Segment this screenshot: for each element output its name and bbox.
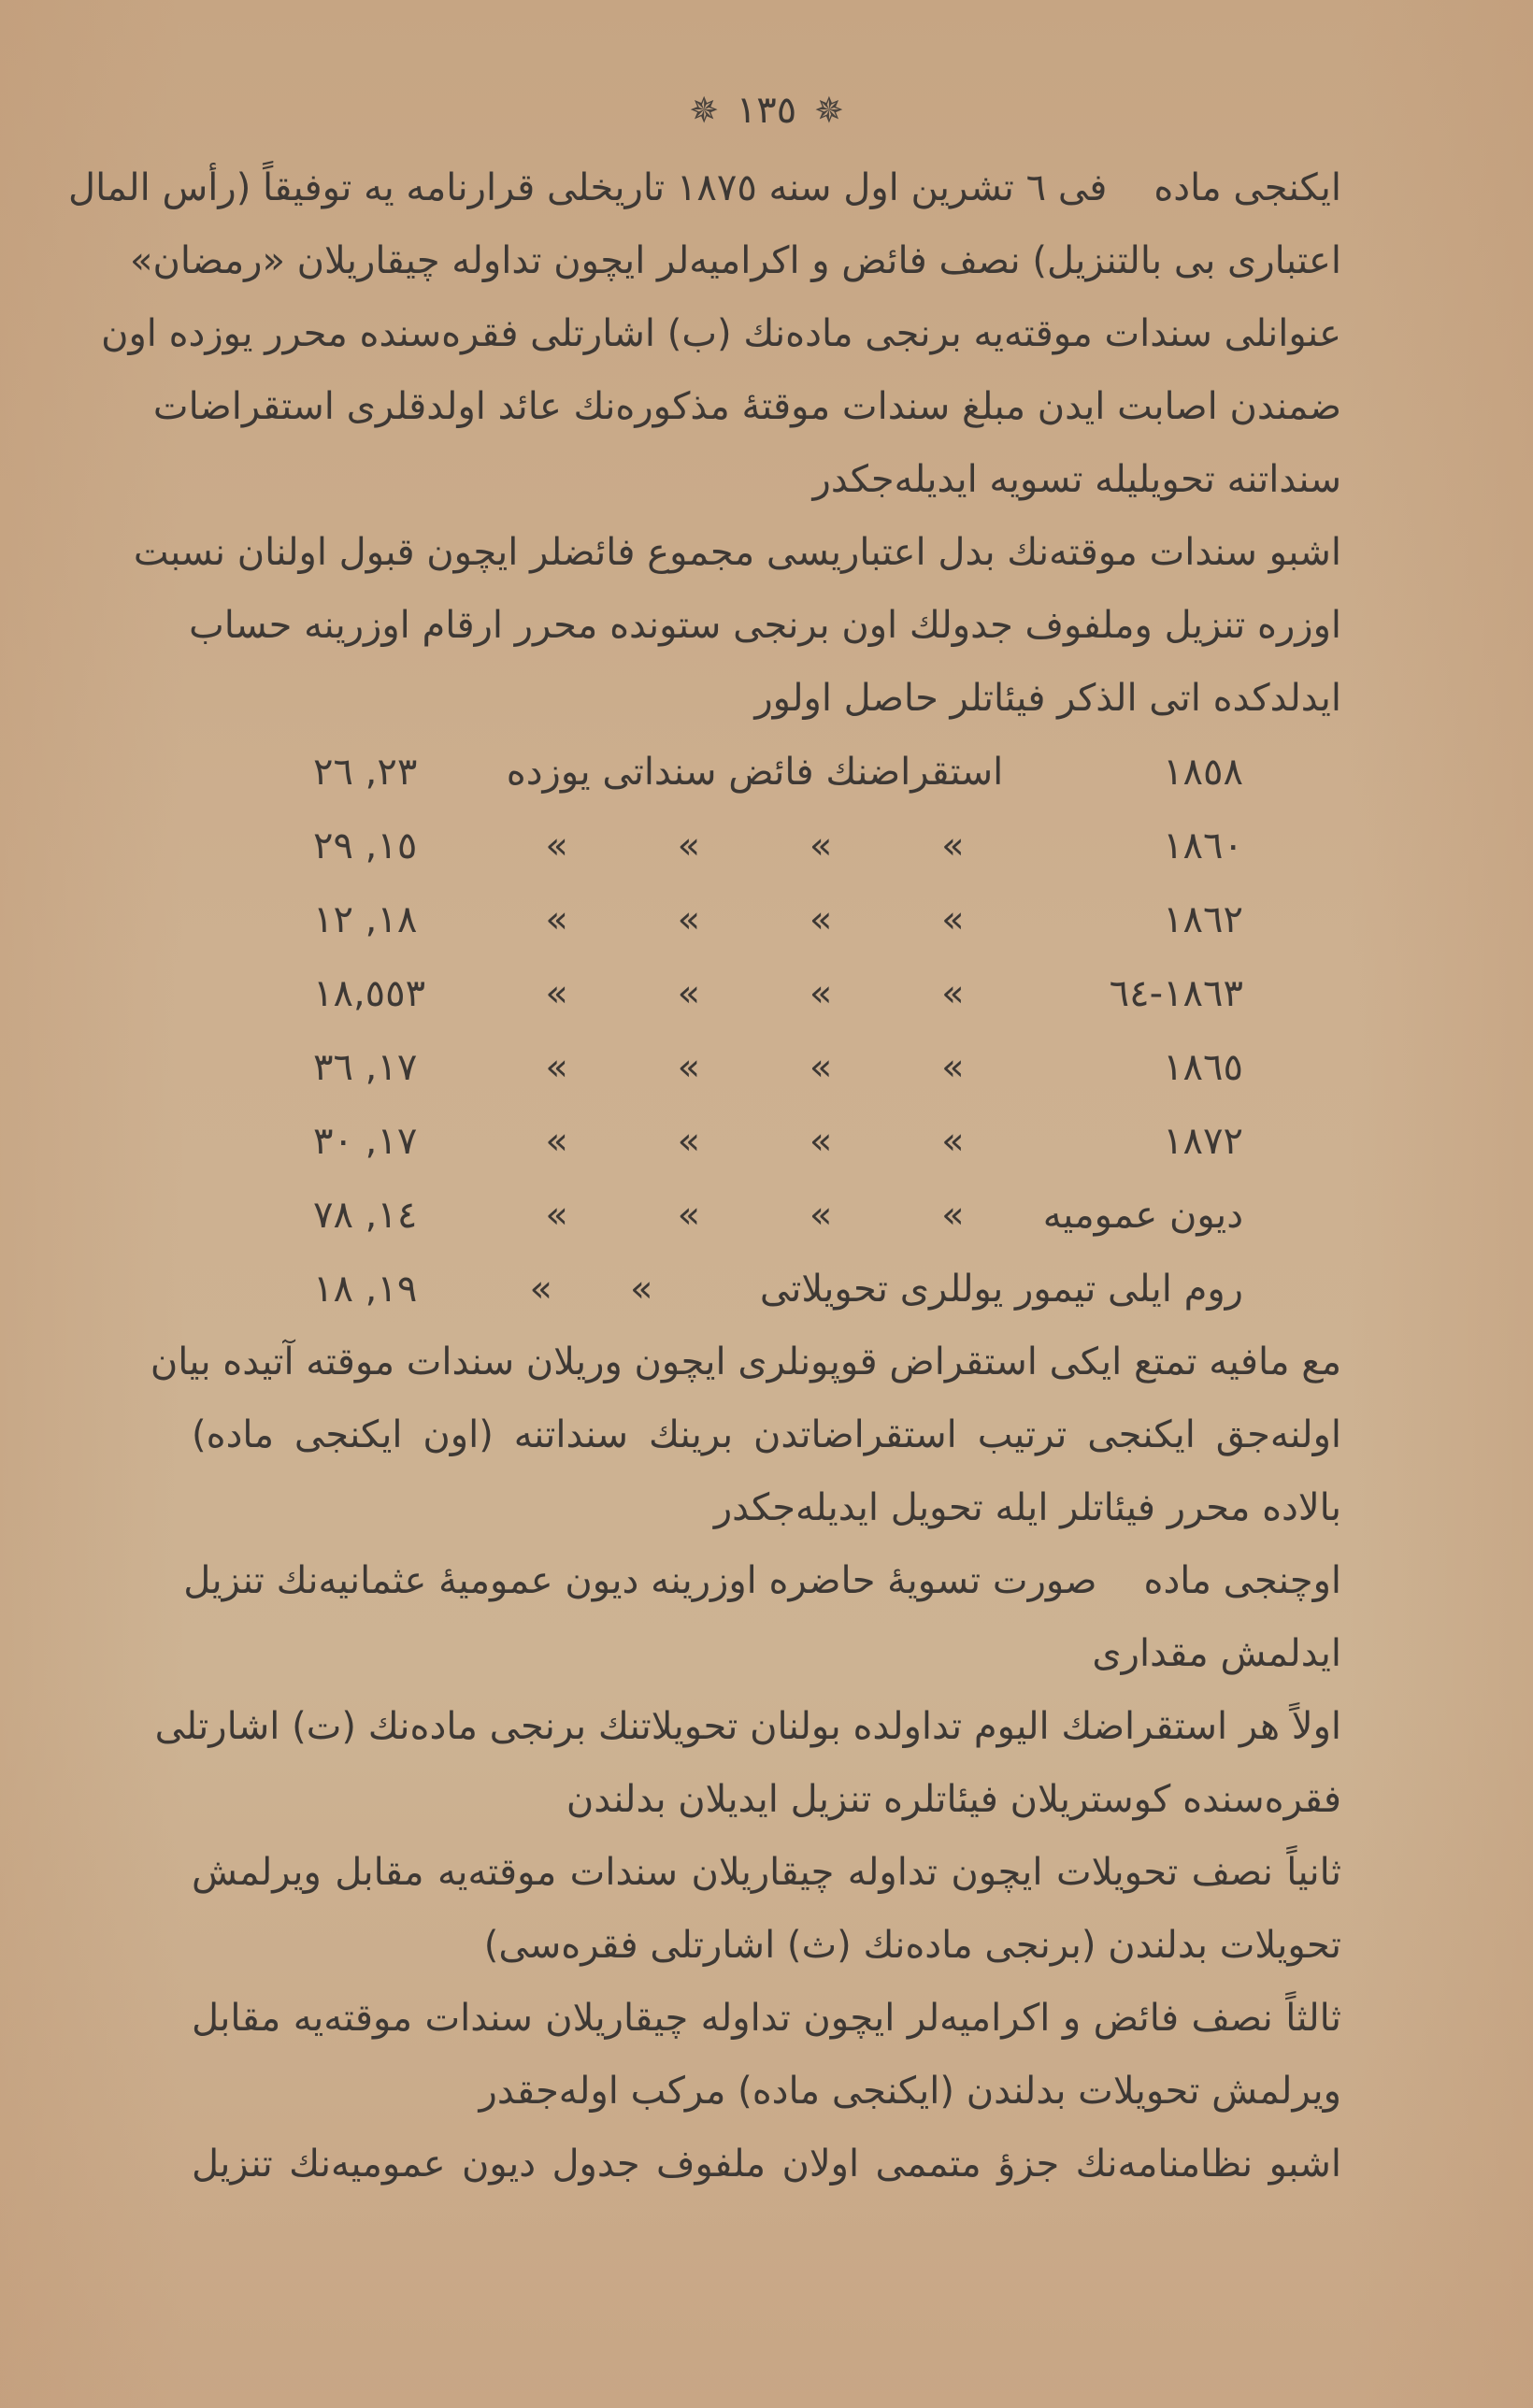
text-line: ثالثاً نصف فائض و اکرامیه‌لر ایچون تداوله چیقاریلان سندات موقته‌یه مقابل xyxy=(192,1997,1341,2040)
table-row xyxy=(313,735,1243,809)
table-cell-ditto: » » » » xyxy=(545,1045,965,1089)
text-line: اشبو سندات موقته‌نك بدل اعتباریسی مجموع فائضلر ایچون قبول اولنان نسبت xyxy=(133,531,1341,574)
table-row xyxy=(313,1030,1243,1104)
clause-second xyxy=(192,1836,1341,1982)
text-line: اوچنجی مادهصورت تسویهٔ حاضره اوزرینه دیون عمومیهٔ عثمانیه‌نك تنزیل xyxy=(183,1559,1341,1602)
table-cell-year: روم ایلی تیمور یوللری تحویلاتی xyxy=(759,1267,1243,1311)
table-cell-year: ١٨٦٥ xyxy=(1163,1045,1243,1089)
text-line: بالاده محرر فیئاتلر ایله تحویل ایدیله‌جکدر xyxy=(713,1486,1341,1529)
table-cell-year: ١٨٥٨ xyxy=(1163,750,1243,794)
table-row xyxy=(313,809,1243,882)
ornament-icon: ✵ xyxy=(689,90,720,131)
table-cell-value: ١٤, ٧٨ xyxy=(313,1193,418,1237)
book-page xyxy=(68,73,1341,2200)
article-3 xyxy=(183,1544,1341,1690)
ornament-icon: ✵ xyxy=(813,90,844,131)
text-line: ویرلمش تحویلات بدلندن (ایکنجی ماده) مرکب اوله‌جقدر xyxy=(479,2070,1341,2113)
text-line: مع مافیه تمتع ایکی استقراض قوپونلری ایچون وریلان سندات موقته آتیده بیان xyxy=(150,1340,1341,1383)
table-cell-year: ١٨٦٣-٦٤ xyxy=(1109,971,1243,1015)
table-cell-year: دیون عمومیه xyxy=(1042,1193,1243,1237)
paragraph-coupons xyxy=(150,1326,1341,1544)
table-cell-value: ١٨,٥٥٣ xyxy=(313,971,426,1015)
article-heading: ایکنجی ماده xyxy=(1153,166,1341,209)
text-line: اشبو نظامنامه‌نك جزؤ متممی اولان ملفوف جدول دیون عمومیه‌نك تنزیل xyxy=(192,2143,1341,2186)
table-row xyxy=(313,956,1243,1030)
table-cell-ditto: » » xyxy=(529,1267,653,1311)
text-line: ایدلمش مقداری xyxy=(1092,1632,1341,1675)
text-line: ایدلدکده اتی الذکر فیئاتلر حاصل اولور xyxy=(754,677,1341,720)
table-cell-year: ١٨٧٢ xyxy=(1163,1119,1243,1163)
table-cell-year: ١٨٦٠ xyxy=(1163,824,1243,867)
text-line: ایکنجی مادهفی ٦ تشرین اول سنه ١٨٧٥ تاریخلی قرارنامه یه توفیقاً (رأس المال xyxy=(68,166,1341,209)
text-line: تحویلات بدلندن (برنجی ماده‌نك (ث) اشارتلی فقره‌سی) xyxy=(483,1924,1341,1967)
text-line: اوزره تنزیل وملفوف جدولك اون برنجی ستونده محرر ارقام اوزرینه حساب xyxy=(189,604,1341,647)
text-line: فقره‌سنده کوستریلان فیئاتلره تنزیل ایدیلان بدلندن xyxy=(566,1778,1341,1821)
rates-table xyxy=(192,735,1341,1326)
text-line: اعتباری بی بالتنزیل) نصف فائض و اکرامیه‌لر ایچون تداوله چیقاریلان «رمضان» xyxy=(130,239,1341,282)
table-cell-value: ١٩, ١٨ xyxy=(313,1267,418,1311)
table-cell-ditto: » » » » xyxy=(545,897,965,941)
table-cell-ditto: » » » » xyxy=(545,971,965,1015)
text-line: سنداتنه تحویلیله تسویه ایدیله‌جکدر xyxy=(812,458,1341,501)
clause-first xyxy=(154,1690,1341,1836)
table-cell-value: ١٧, ٣٠ xyxy=(313,1119,418,1163)
table-cell-ditto: » » » » xyxy=(545,824,965,867)
table-cell-value: ٢٣, ٢٦ xyxy=(313,750,418,794)
text-line: ثانیاً نصف تحویلات ایچون تداوله چیقاریلان سندات موقته‌یه مقابل ویرلمش xyxy=(192,1851,1341,1894)
table-cell-value: ١٥, ٢٩ xyxy=(313,824,418,867)
table-cell-year: ١٨٦٢ xyxy=(1163,897,1243,941)
article-2 xyxy=(68,151,1341,516)
table-row xyxy=(313,1178,1243,1252)
page-number: ١٣٥ xyxy=(736,89,797,132)
table-cell-value: ١٧, ٣٦ xyxy=(313,1045,418,1089)
text-line: اولاً هر استقراضك الیوم تداولده بولنان تحویلاتنك برنجی ماده‌نك (ت) اشارتلی xyxy=(154,1705,1341,1748)
text-line: اولنه‌جق ایکنجی ترتیب استقراضاتدن برینك سنداتنه (اون ایکنجی ماده) xyxy=(192,1413,1341,1456)
page-header xyxy=(192,73,1341,148)
table-row xyxy=(313,882,1243,956)
table-row xyxy=(313,1252,1243,1326)
table-cell-ditto: » » » » xyxy=(545,1193,965,1237)
table-cell-label: استقراضنك فائض سنداتی یوزده xyxy=(506,750,1004,794)
paragraph-closing xyxy=(192,2128,1341,2200)
clause-third xyxy=(192,1982,1341,2128)
table-row xyxy=(313,1104,1243,1178)
table-cell-value: ١٨, ١٢ xyxy=(313,897,418,941)
text-line: عنوانلی سندات موقته‌یه برنجی ماده‌نك (ب) اشارتلی فقره‌سنده محرر یوزده اون xyxy=(101,312,1341,355)
text-line: ضمندن اصابت ایدن مبلغ سندات موقتهٔ مذکوره‌نك عائد اولدقلری استقراضات xyxy=(152,385,1341,428)
paragraph-valuation xyxy=(133,516,1341,735)
table-cell-ditto: » » » » xyxy=(545,1119,965,1163)
article-heading: اوچنجی ماده xyxy=(1143,1559,1341,1602)
